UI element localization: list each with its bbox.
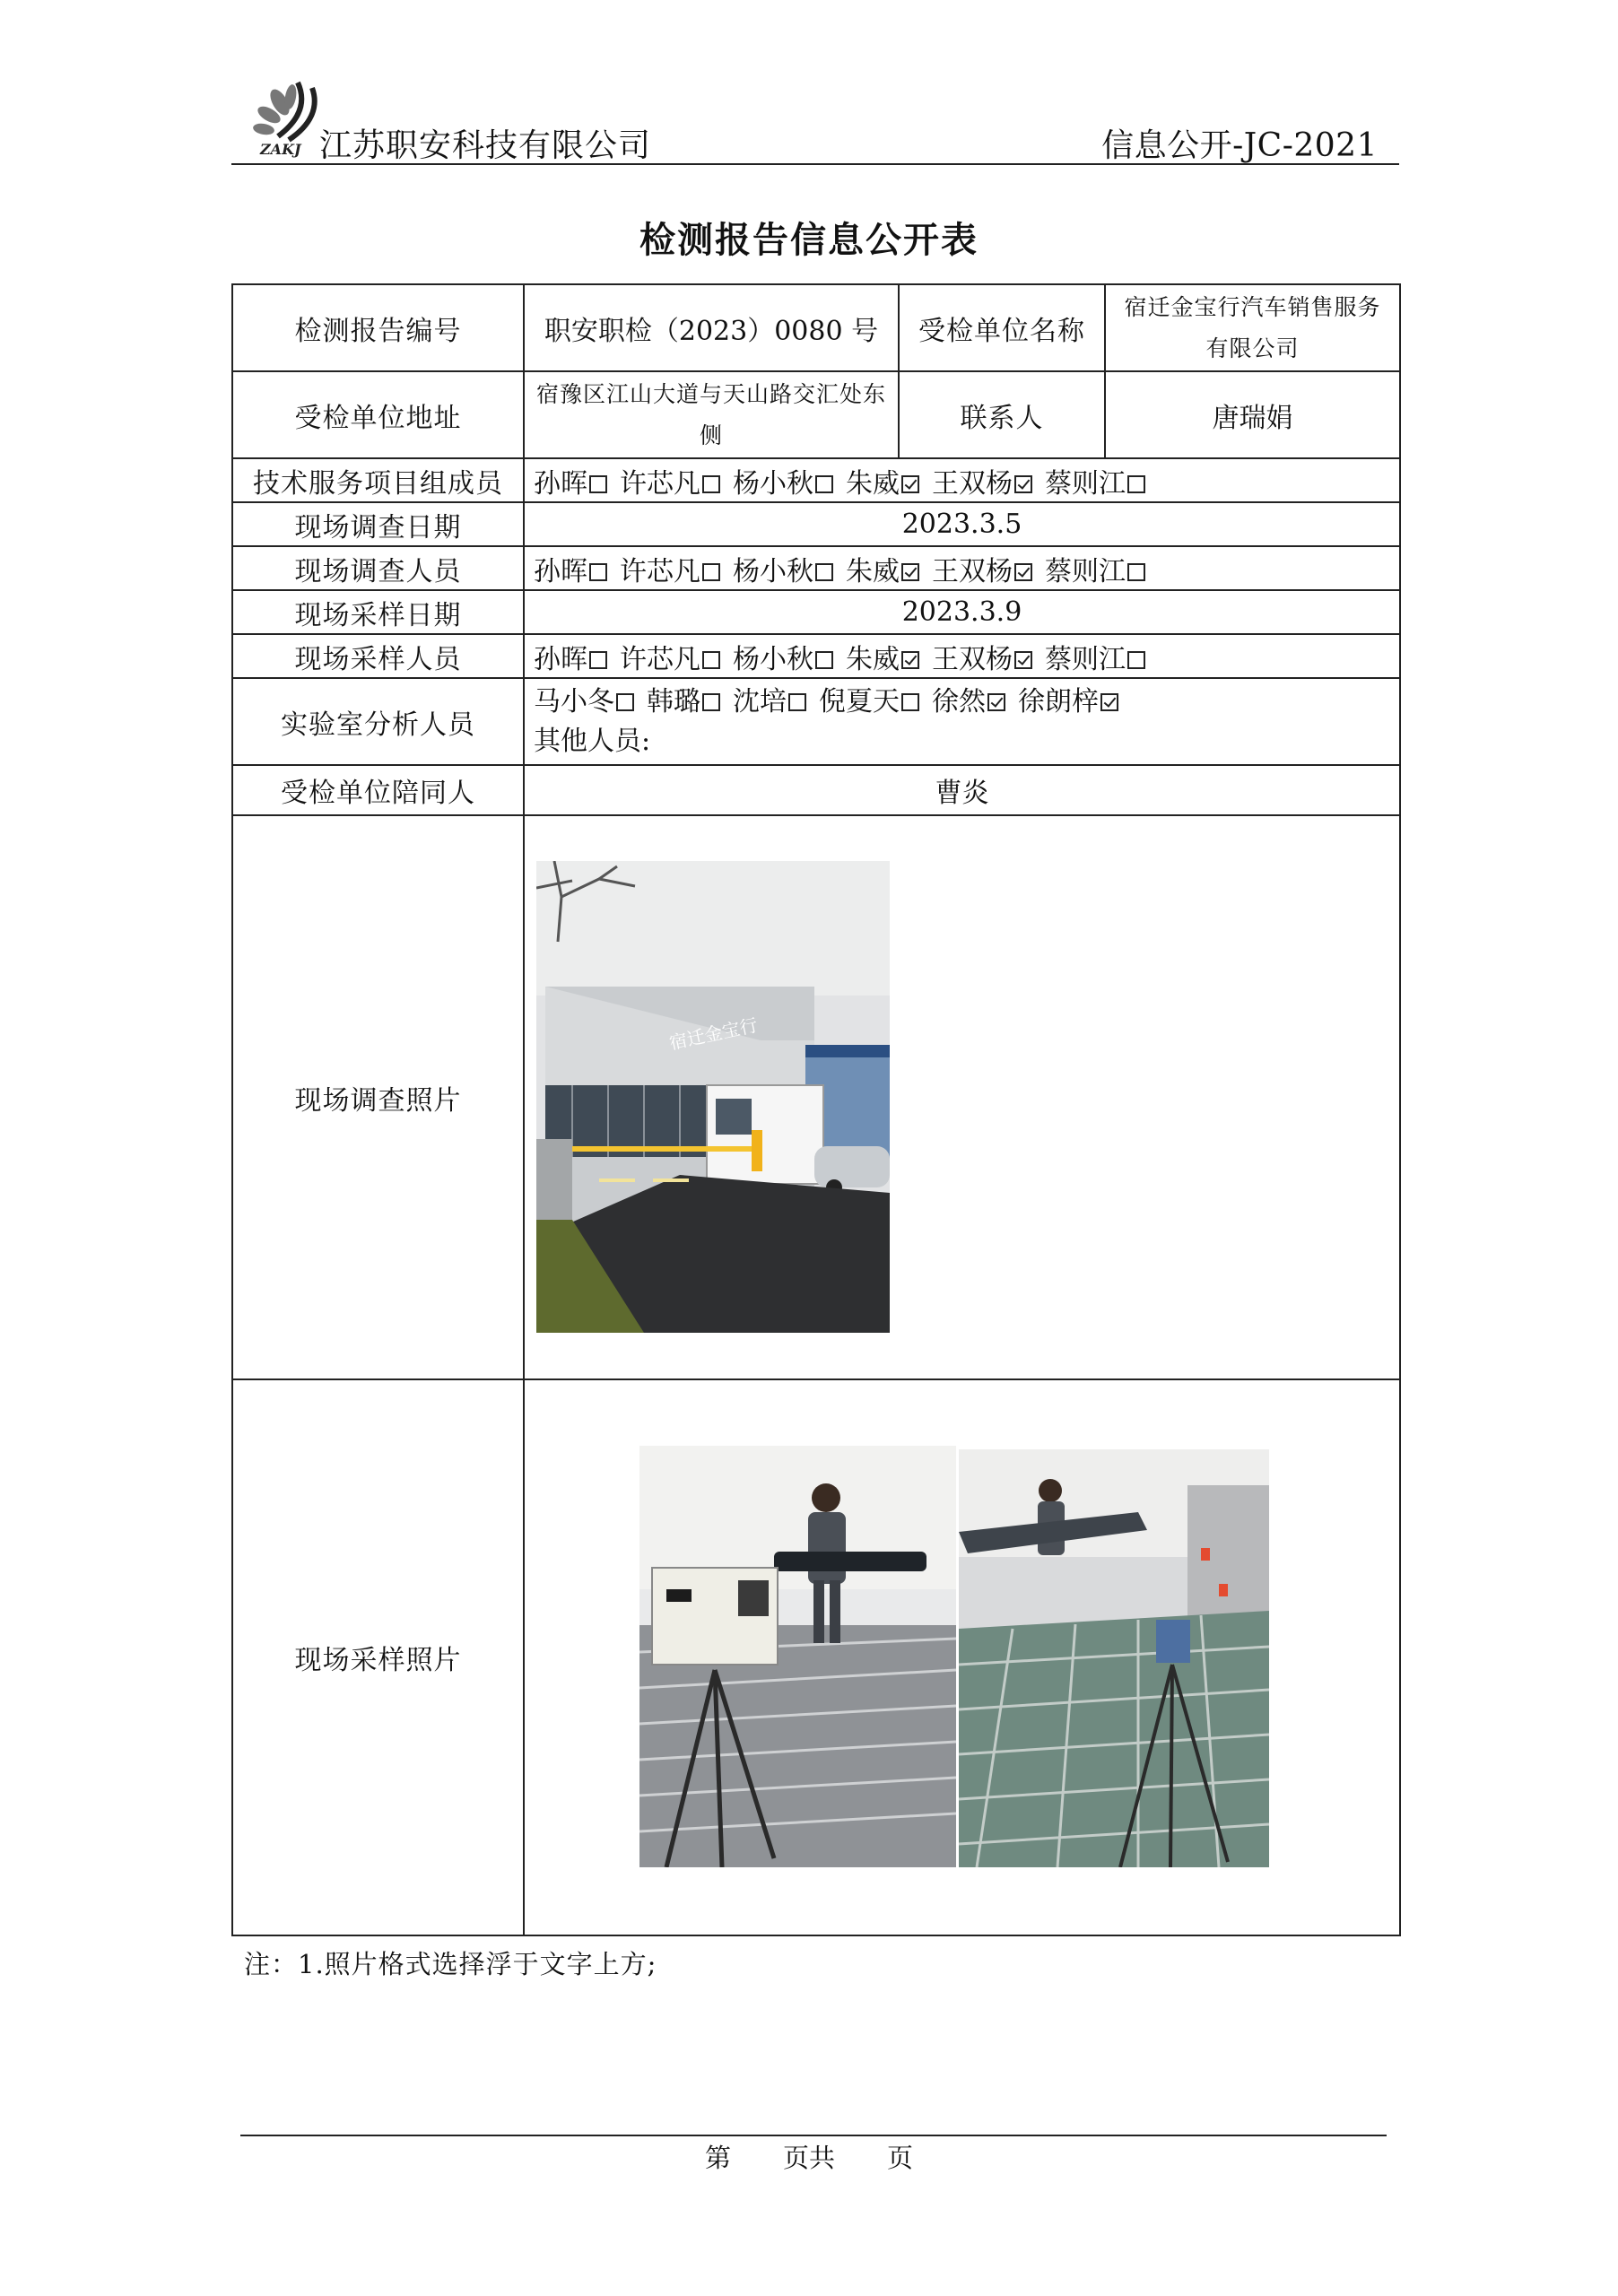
person-name: 王双杨 [932, 555, 1013, 587]
checked-box-icon [1014, 563, 1032, 581]
unchecked-box-icon [589, 651, 607, 669]
sampling-photo-2 [959, 1449, 1269, 1867]
person-entry [534, 468, 620, 500]
unchecked-box-icon [589, 563, 607, 581]
unchecked-box-icon [788, 693, 806, 711]
unchecked-box-icon [815, 563, 833, 581]
person-name: 许芯凡 [620, 643, 700, 675]
person-entry [1045, 556, 1158, 587]
contact-name: 唐瑞娟 [1105, 371, 1400, 458]
page-title: 检测报告信息公开表 [639, 220, 979, 261]
header-rule [231, 163, 1399, 165]
checked-box-icon [901, 563, 919, 581]
person-name: 王双杨 [932, 467, 1013, 500]
table-row [232, 546, 1400, 590]
survey-date-label: 现场调查日期 [232, 502, 524, 546]
person-entry [932, 644, 1045, 675]
survey-photo [536, 861, 890, 1333]
svg-text:宿迁金宝行: 宿迁金宝行 [667, 1013, 760, 1054]
checked-box-icon [901, 475, 919, 493]
person-entry [733, 644, 846, 675]
person-entry [1045, 468, 1158, 500]
person-name: 孙晖 [534, 467, 587, 500]
report-no: 职安职检（2023）0080 号 [524, 284, 899, 371]
survey-staff [524, 546, 1400, 590]
person-entry [846, 468, 932, 500]
person-name: 蔡则江 [1045, 643, 1126, 675]
table-row [232, 634, 1400, 678]
person-entry [733, 556, 846, 587]
sampling-date-label: 现场采样日期 [232, 590, 524, 634]
lab-other-staff: 其他人员: [534, 725, 651, 757]
svg-text:ZAKJ: ZAKJ [260, 141, 301, 158]
unchecked-box-icon [589, 475, 607, 493]
person-name: 朱威 [846, 467, 900, 500]
unit-address: 宿豫区江山大道与天山路交汇处东侧 [524, 371, 899, 458]
unit-name: 宿迁金宝行汽车销售服务有限公司 [1105, 284, 1400, 371]
table-row [232, 590, 1400, 634]
team-label: 技术服务项目组成员 [232, 458, 524, 502]
person-entry [1018, 686, 1131, 718]
person-name: 孙晖 [534, 555, 587, 587]
unchecked-box-icon [815, 651, 833, 669]
person-entry [620, 468, 733, 500]
checked-box-icon [987, 693, 1005, 711]
checked-box-icon [1100, 693, 1118, 711]
person-entry [733, 468, 846, 500]
table-row [232, 678, 1400, 765]
person-entry [620, 556, 733, 587]
unchecked-box-icon [1127, 475, 1145, 493]
unit-name-label: 受检单位名称 [899, 284, 1105, 371]
person-entry [534, 644, 620, 675]
person-name: 朱威 [846, 643, 900, 675]
sampling-staff-label: 现场采样人员 [232, 634, 524, 678]
person-entry [534, 686, 647, 718]
person-entry [647, 686, 733, 718]
person-entry [932, 468, 1045, 500]
person-name: 倪夏天 [819, 685, 900, 718]
report-no-label: 检测报告编号 [232, 284, 524, 371]
lab-staff-label: 实验室分析人员 [232, 678, 524, 765]
person-entry [733, 686, 819, 718]
person-name: 韩璐 [647, 685, 700, 718]
company-name: 江苏职安科技有限公司 [319, 127, 652, 164]
person-entry [534, 556, 620, 587]
person-name: 沈培 [733, 685, 787, 718]
checked-box-icon [1014, 651, 1032, 669]
checked-box-icon [1014, 475, 1032, 493]
table-note: 注：1.照片格式选择浮于文字上方; [244, 1949, 657, 1979]
contact-label: 联系人 [899, 371, 1105, 458]
person-name: 杨小秋 [733, 467, 813, 500]
unit-address-label: 受检单位地址 [232, 371, 524, 458]
person-name: 马小冬 [534, 685, 614, 718]
person-name: 杨小秋 [733, 643, 813, 675]
person-entry [620, 644, 733, 675]
escort-name: 曹炎 [524, 765, 1400, 815]
unchecked-box-icon [1127, 563, 1145, 581]
survey-staff-label: 现场调查人员 [232, 546, 524, 590]
person-name: 杨小秋 [733, 555, 813, 587]
table-row [232, 502, 1400, 546]
unchecked-box-icon [702, 563, 720, 581]
unchecked-box-icon [702, 651, 720, 669]
person-entry [932, 686, 1018, 718]
person-entry [846, 644, 932, 675]
page-number: 第 页共 页 [704, 2143, 913, 2173]
escort-label: 受检单位陪同人 [232, 765, 524, 815]
sampling-photo-label: 现场采样照片 [232, 1379, 524, 1935]
person-name: 蔡则江 [1045, 467, 1126, 500]
unchecked-box-icon [815, 475, 833, 493]
table-row [232, 458, 1400, 502]
table-row [232, 371, 1400, 458]
person-entry [819, 686, 932, 718]
person-name: 王双杨 [932, 643, 1013, 675]
person-name: 许芯凡 [620, 467, 700, 500]
team-members [524, 458, 1400, 502]
table-row [232, 765, 1400, 815]
person-name: 蔡则江 [1045, 555, 1126, 587]
sampling-photo-1 [639, 1446, 956, 1867]
survey-date: 2023.3.5 [524, 502, 1400, 546]
person-name: 许芯凡 [620, 555, 700, 587]
person-entry [846, 556, 932, 587]
unchecked-box-icon [901, 693, 919, 711]
unchecked-box-icon [702, 693, 720, 711]
unchecked-box-icon [1127, 651, 1145, 669]
document-code: 信息公开-JC-2021 [1101, 127, 1378, 164]
person-name: 徐然 [932, 685, 986, 718]
unchecked-box-icon [616, 693, 634, 711]
survey-photo-label: 现场调查照片 [232, 815, 524, 1379]
person-entry [1045, 644, 1158, 675]
unchecked-box-icon [702, 475, 720, 493]
checked-box-icon [901, 651, 919, 669]
sampling-staff [524, 634, 1400, 678]
person-name: 朱威 [846, 555, 900, 587]
footer-rule [240, 2135, 1387, 2136]
table-row [232, 284, 1400, 371]
person-entry [932, 556, 1045, 587]
person-name: 孙晖 [534, 643, 587, 675]
lab-staff [524, 678, 1400, 765]
page-header [231, 70, 1399, 165]
person-name: 徐朗梓 [1018, 685, 1099, 718]
sampling-date: 2023.3.9 [524, 590, 1400, 634]
